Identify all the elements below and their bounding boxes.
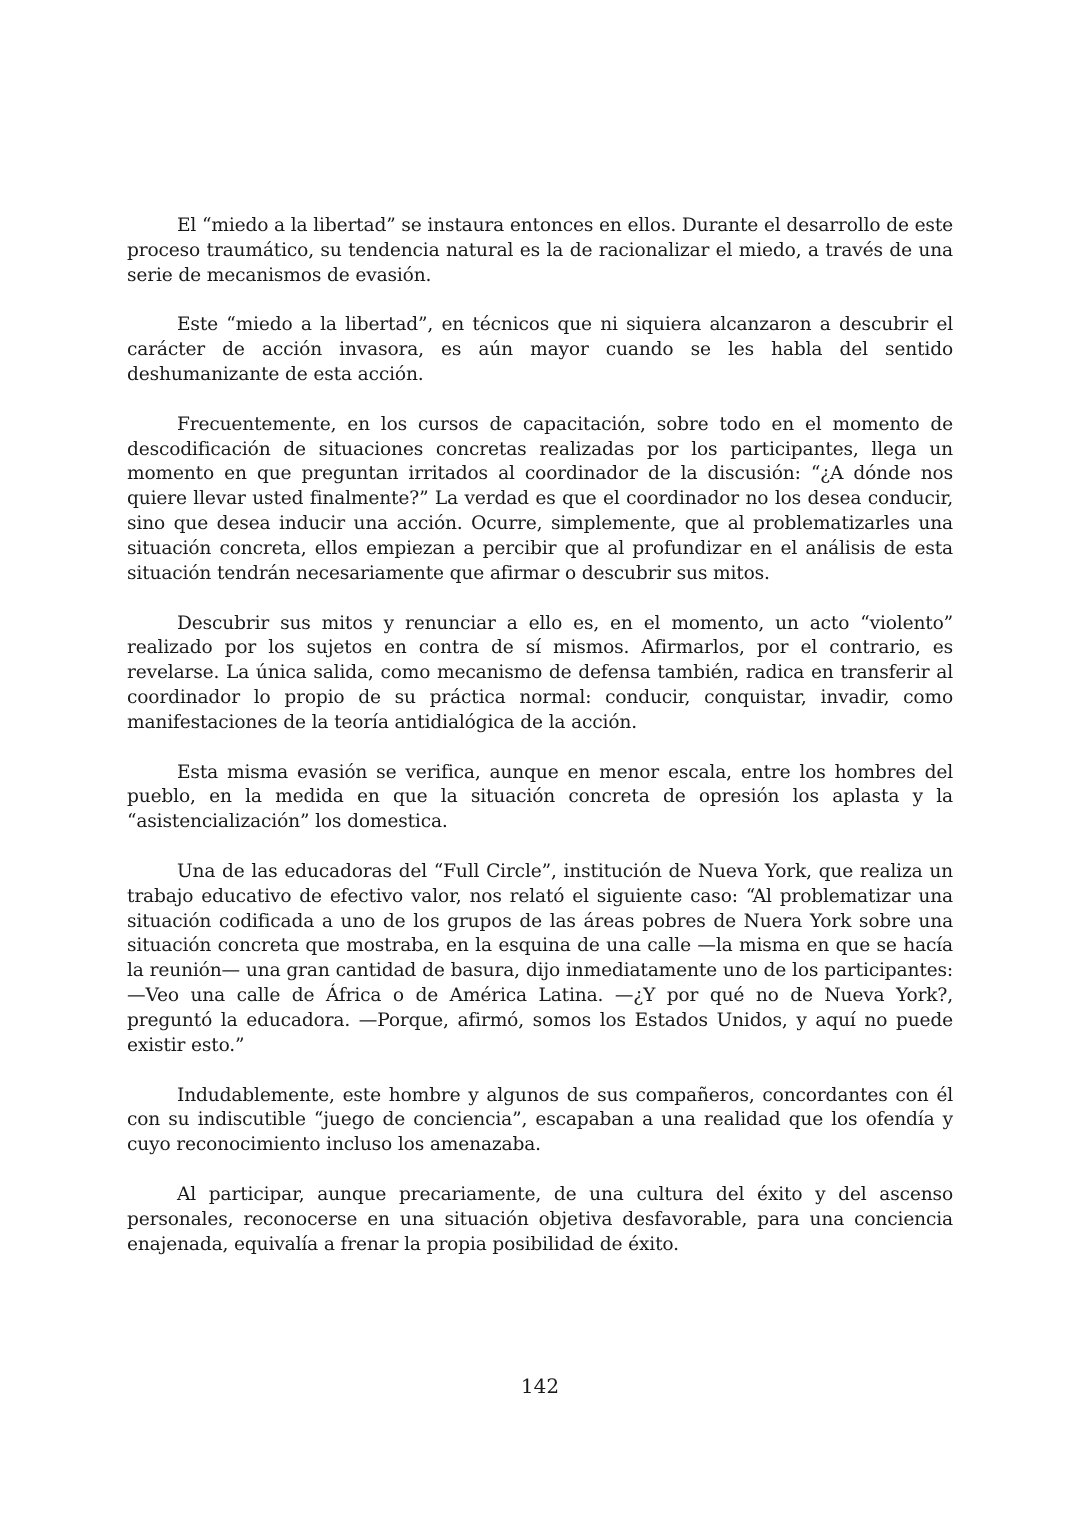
paragraph: Una de las educadoras del “Full Circle”, institución de Nueva York, que realiza un trabajo educativo de efectivo valor, nos relató el siguiente caso: “Al problematizar una situación codificada a uno de los grupos de las áreas pobres de Nuera York sobre una situación concreta que mostraba, en la esquina de una calle —la misma en que se hacía la reunión— una gran cantidad de basura, dijo inmediatamente uno de los participantes: —Veo una calle de África o de América Latina. —¿Y por qué no de Nueva York?, preguntó la educadora. —Porque, afirmó, somos los Estados Unidos, y aquí no puede existir esto.” — [127, 860, 953, 1056]
paragraph: El “miedo a la libertad” se instaura entonces en ellos. Durante el desarrollo de este proceso traumático, su tendencia natural es la de racionalizar el miedo, a través de una serie de mecanismos de evasión. — [127, 215, 953, 286]
paragraph: Esta misma evasión se verifica, aunque en menor escala, entre los hombres del pueblo, en la medida en que la situación concreta de opresión los aplasta y la “asistencialización” los domestica. — [127, 761, 953, 833]
paragraph: Indudablemente, este hombre y algunos de sus compañeros, concordantes con él con su indiscutible “juego de conciencia”, escapaban a una realidad que los ofendía y cuyo reconocimiento incluso los amenazaba. — [127, 1084, 953, 1156]
page-number: 142 — [520, 1374, 560, 1398]
page-body — [127, 214, 953, 1282]
paragraph: Al participar, aunque precariamente, de una cultura del éxito y del ascenso personales, reconocerse en una situación objetiva desfavorable, para una conciencia enajenada, equivalía a frenar la propia posibilidad de éxito. — [127, 1183, 953, 1255]
paragraph: Descubrir sus mitos y renunciar a ello es, en el momento, un acto “violento” realizado por los sujetos en contra de sí mismos. Afirmarlos, por el contrario, es revelarse. La única salida, como mecanismo de defensa también, radica en transferir al coordinador lo propio de su práctica normal: conducir, conquistar, invadir, como manifestaciones de la teoría antidialógica de la acción. — [127, 612, 953, 733]
paragraph: Este “miedo a la libertad”, en técnicos que ni siquiera alcanzaron a descubrir el carácter de acción invasora, es aún mayor cuando se les habla del sentido deshumanizante de esta acción. — [127, 314, 953, 386]
paragraph: Frecuentemente, en los cursos de capacitación, sobre todo en el momento de descodificación de situaciones concretas realizadas por los participantes, llega un momento en que preguntan irritados al coordinador de la discusión: “¿A dónde nos quiere llevar usted finalmente?” La verdad es que el coordinador no los desea conducir, sino que desea inducir una acción. Ocurre, simplemente, que al problematizarles una situación concreta, ellos empiezan a percibir que al profundizar en el análisis de esta situación tendrán necesariamente que afirmar o descubrir sus mitos. — [127, 413, 953, 584]
